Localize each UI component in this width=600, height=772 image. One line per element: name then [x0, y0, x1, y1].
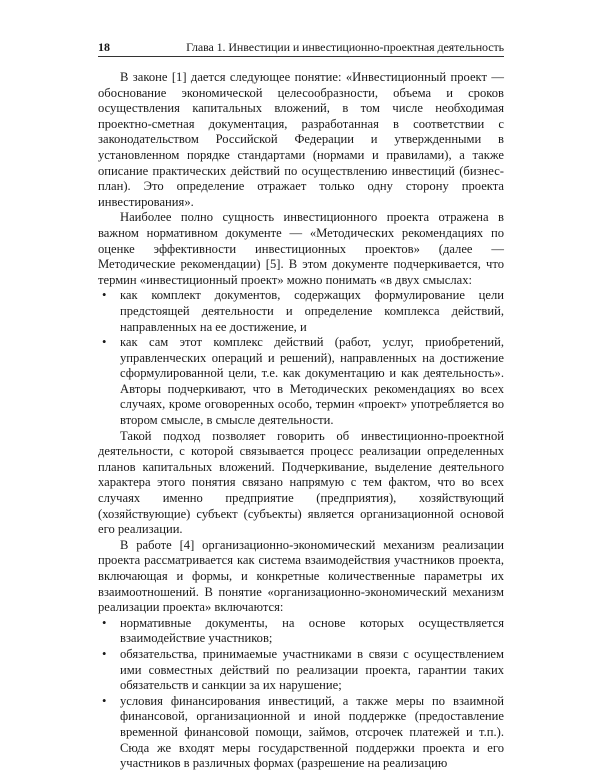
list-item-text: как комплект документов, содержащих формулирование цели предстоящей деятельности и определение комплекса действий, направленных на ее достижение, и — [120, 288, 504, 334]
list-item — [98, 335, 504, 429]
list-item-text: обязательства, принимаемые участниками в связи с осуществлением ими совместных действий по реализации проекта, гарантии таких обязательств и санкции за их нарушение; — [120, 646, 504, 693]
list-item — [98, 694, 504, 772]
page-number: 18 — [98, 40, 110, 54]
bullet-list-1 — [98, 288, 504, 428]
list-item-text: как сам этот комплекс действий (работ, услуг, приобретений, управленческих операций и решений), направленных на достижение сформулированной цели, т.е. как документацию и как деятельность». Авторы подчеркивают, что в Методических рекомендациях во всех случаях, кроме оговоренных особо, термин «проект» употребляется во втором смысле, в смысле деятельности. — [120, 335, 504, 428]
body-text — [98, 70, 504, 772]
bullet-list-2 — [98, 616, 504, 772]
paragraph-2: Наиболее полно сущность инвестиционного проекта отражена в важном нормативном документе — «Методических рекомендациях по оценке эффективности инвестиционных проектов» (далее — Методические рекомендации) [5]. В этом документе подчеркивается, что термин «инвестиционный проект» можно понимать «в двух смыслах: — [98, 210, 504, 287]
bullet-icon: • — [102, 615, 107, 630]
bullet-icon: • — [102, 646, 107, 661]
bullet-icon: • — [102, 693, 107, 708]
list-item — [98, 288, 504, 335]
paragraph-1: В законе [1] дается следующее понятие: «Инвестиционный проект — обоснование экономической целесообразности, объема и сроков осуществления капитальных вложений, в том числе необходимая проектно-сметная документация, разработанная в соответствии с законодательством Российской Федерации и утвержденными в установленном порядке стандартами (нормами и правилами), а также описание практических действий по осуществлению инвестиций (бизнес-план). Это определение отражает только одну сторону проекта инвестирования». — [98, 70, 504, 209]
paragraph-3: Такой подход позволяет говорить об инвестиционно-проектной деятельности, с которой связывается процесс реализации определенных планов капитальных вложений. Подчеркивание, выделение деятельного характера этого понятия связано напрямую с тем фактом, что во всех случаях именно предприятие (предприятия), хозяйствующий (хозяйствующие) субъект (субъекты) является организационной основой его реализации. — [98, 428, 504, 537]
running-title: Глава 1. Инвестиции и инвестиционно-проектная деятельность — [186, 40, 504, 54]
list-item — [98, 647, 504, 694]
paragraph-4: В работе [4] организационно-экономический механизм реализации проекта рассматривается как система взаимодействия участников проекта, включающая и формы, и конкретные количественные параметры их взаимоотношений. В понятие «организационно-экономический механизм реализации проекта» включаются: — [98, 537, 504, 615]
bullet-icon: • — [102, 288, 107, 303]
list-item-text: нормативные документы, на основе которых осуществляется взаимодействие участников; — [120, 615, 504, 646]
bullet-icon: • — [102, 335, 107, 350]
list-item — [98, 616, 504, 647]
list-item-text: условия финансирования инвестиций, а также меры по взаимной финансовой, организационной и иной поддержке (предоставление временной финансовой помощи, займов, отсрочек платежей и т.п.). Сюда же входят меры государственной поддержки проекта и его участников в различных формах (разрешение на реализацию — [120, 693, 504, 771]
page-header — [98, 38, 504, 57]
